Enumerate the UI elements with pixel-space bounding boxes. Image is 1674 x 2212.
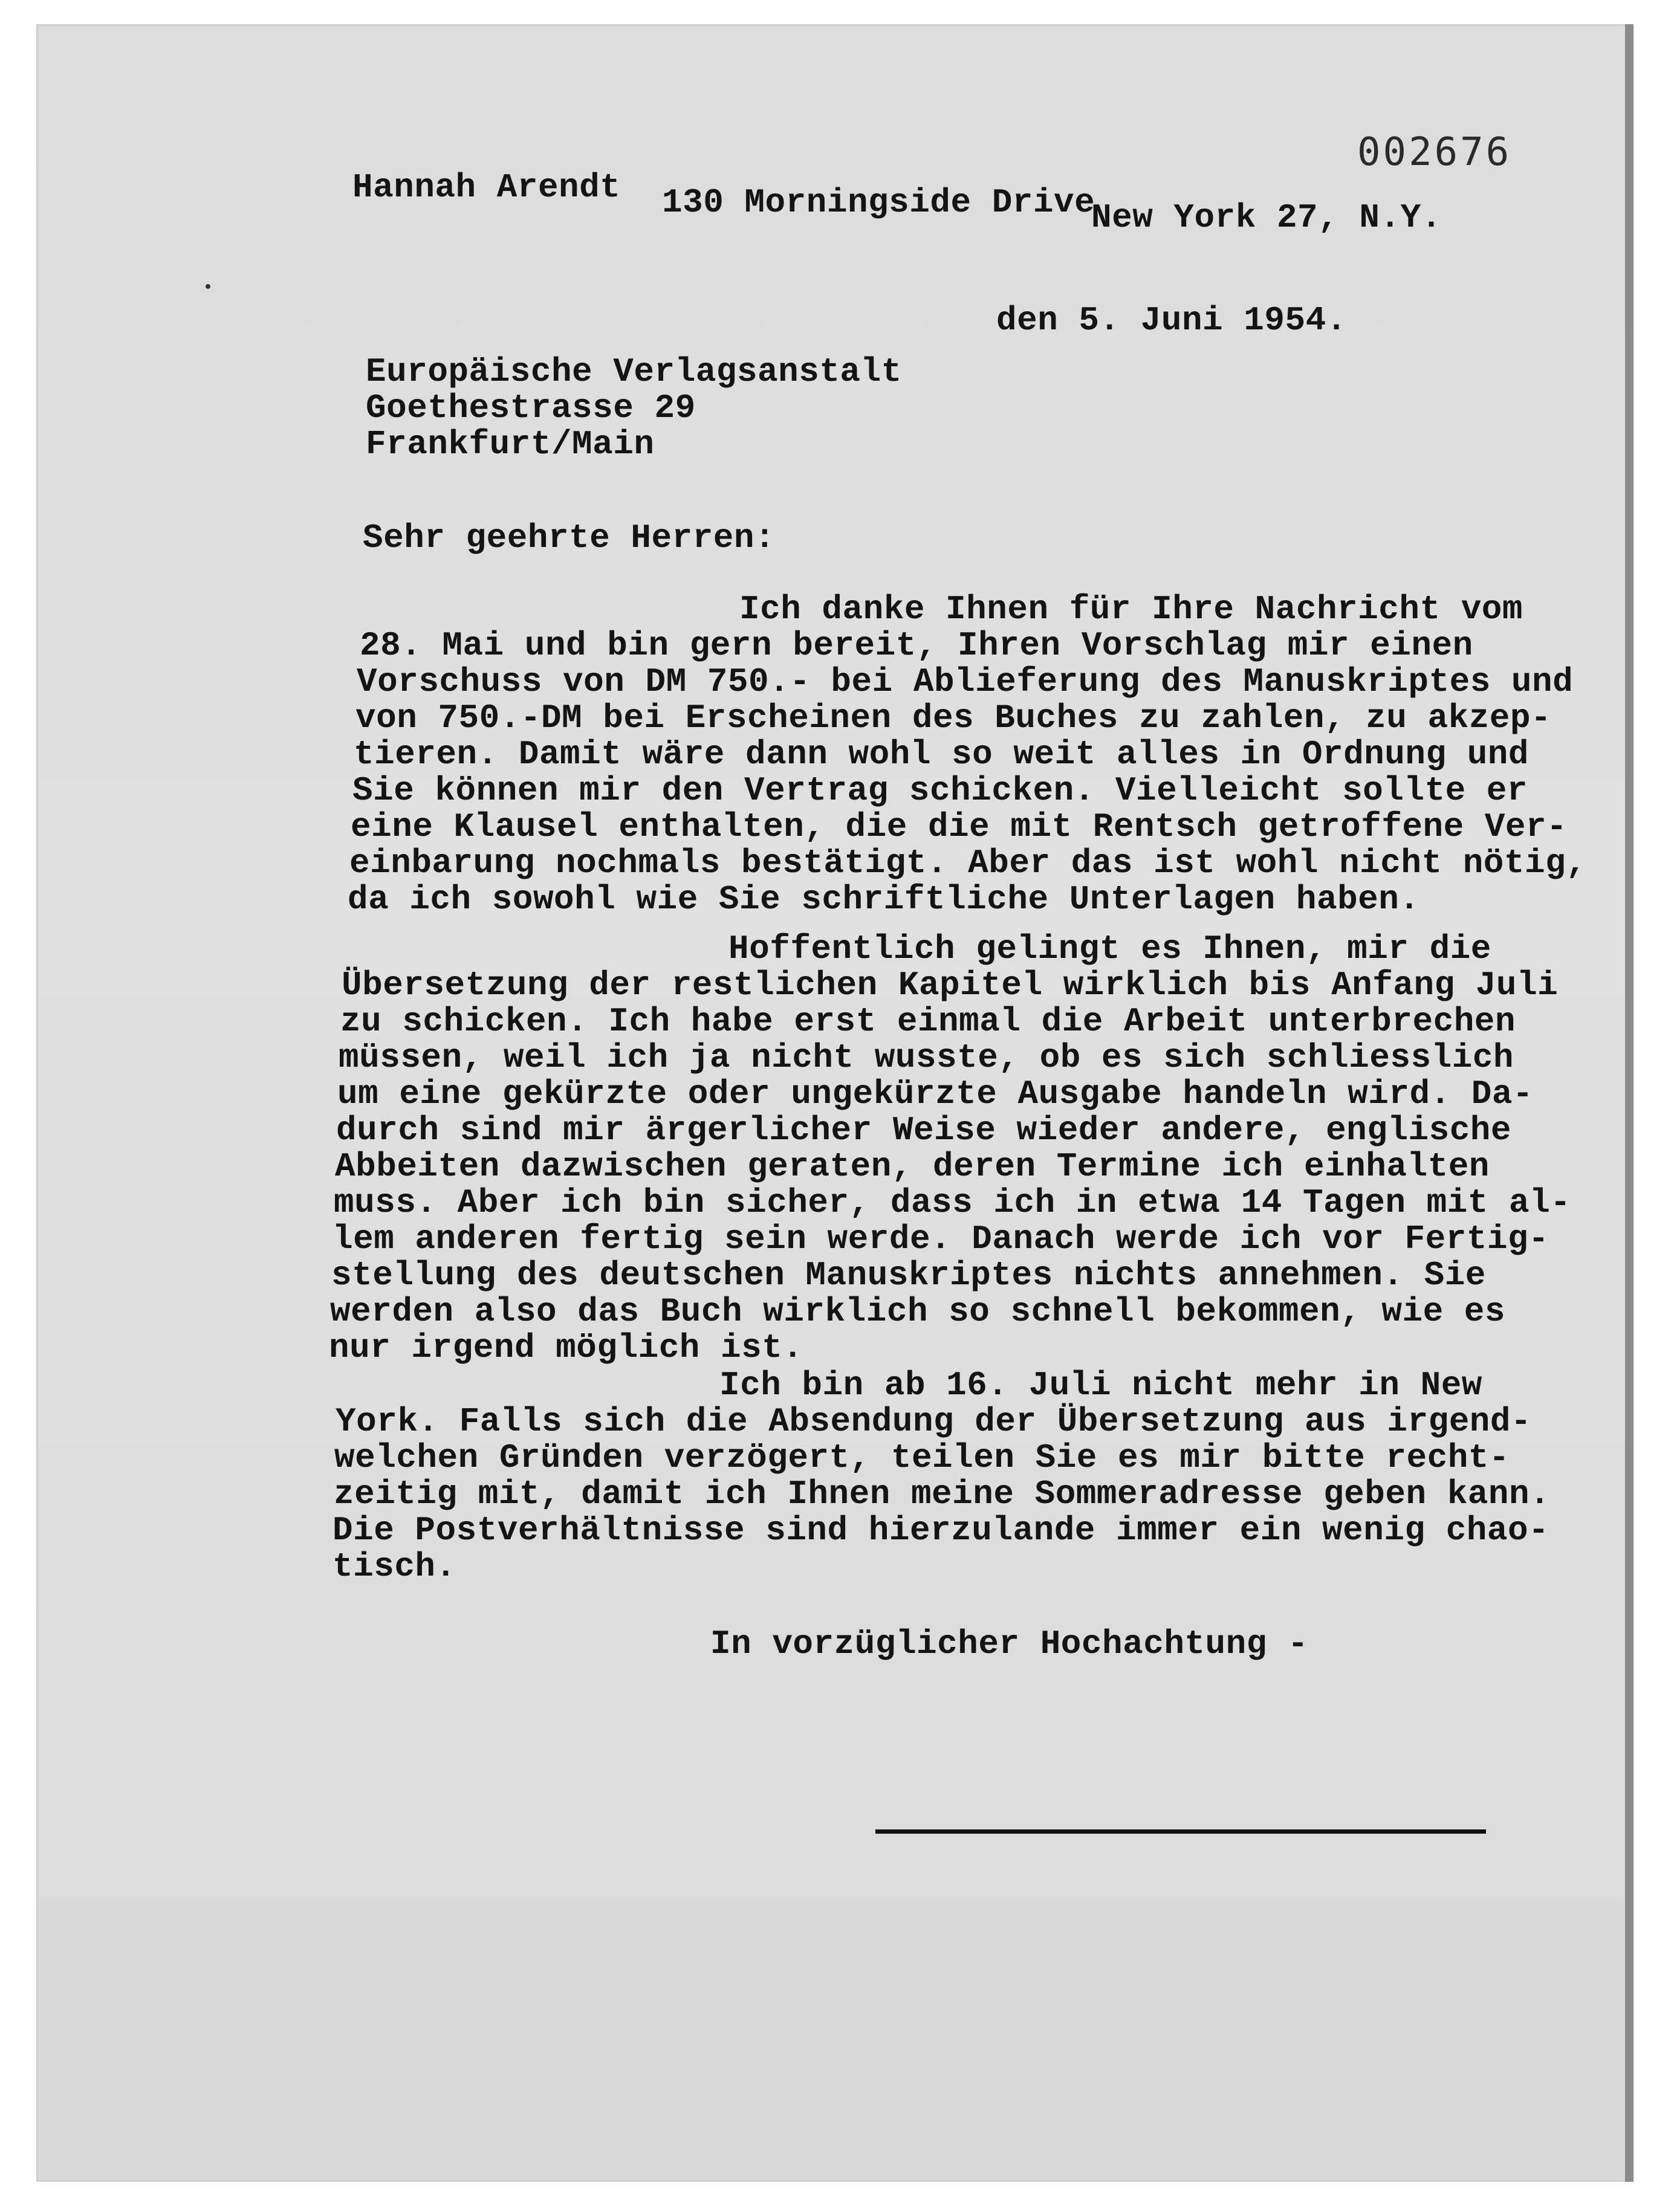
paragraph-line: nur irgend möglich ist. bbox=[329, 1328, 803, 1367]
sheet-edge-shadow bbox=[1625, 24, 1633, 2182]
paragraph-line: um eine gekürzte oder ungekürzte Ausgabe handeln wird. Da- bbox=[337, 1075, 1534, 1113]
paragraph-line: tieren. Damit wäre dann wohl so weit alles in Ordnung und bbox=[354, 735, 1530, 774]
paragraph-line: müssen, weil ich ja nicht wusste, ob es sich schliesslich bbox=[339, 1038, 1514, 1077]
letterhead-street: 130 Morningside Drive bbox=[662, 183, 1095, 222]
paragraph-line: zeitig mit, damit ich Ihnen meine Sommeradresse geben kann. bbox=[334, 1475, 1551, 1513]
letter-date: den 5. Juni 1954. bbox=[996, 301, 1347, 340]
paragraph-line: Vorschuss von DM 750.- bei Ablieferung des Manuskriptes und bbox=[357, 662, 1574, 701]
paragraph-line: welchen Gründen verzögert, teilen Sie es mir bitte recht- bbox=[334, 1438, 1510, 1477]
paragraph-line: Ich bin ab 16. Juli nicht mehr in New bbox=[719, 1366, 1482, 1405]
salutation: Sehr geehrte Herren: bbox=[363, 519, 776, 557]
paragraph-line: einbarung nochmals bestätigt. Aber das ist wohl nicht nötig, bbox=[349, 844, 1587, 882]
letterhead-name: Hannah Arendt bbox=[352, 168, 621, 207]
paragraph-line: muss. Aber ich bin sicher, dass ich in etwa 14 Tagen mit al- bbox=[334, 1183, 1571, 1222]
paragraph-line: Abbeiten dazwischen geraten, deren Termine ich einhalten bbox=[335, 1147, 1490, 1186]
letterhead-city: New York 27, N.Y. bbox=[1091, 198, 1442, 237]
archive-number: 002676 bbox=[1357, 130, 1512, 175]
recipient-line: Europäische Verlagsanstalt bbox=[366, 352, 902, 391]
paragraph-line: tisch. bbox=[333, 1547, 456, 1586]
paragraph-line: York. Falls sich die Absendung der Übersetzung aus irgend- bbox=[336, 1402, 1532, 1441]
paragraph-line: Ich danke Ihnen für Ihre Nachricht vom bbox=[739, 590, 1523, 629]
paragraph-line: Hoffentlich gelingt es Ihnen, mir die bbox=[728, 930, 1491, 968]
signature-line bbox=[875, 1829, 1486, 1834]
recipient-line: Frankfurt/Main bbox=[366, 425, 655, 464]
paragraph-line: Sie können mir den Vertrag schicken. Vielleicht sollte er bbox=[352, 771, 1528, 810]
paragraph-line: 28. Mai und bin gern bereit, Ihren Vorschlag mir einen bbox=[360, 626, 1473, 665]
paragraph-line: zu schicken. Ich habe erst einmal die Arbeit unterbrechen bbox=[340, 1002, 1516, 1041]
paragraph-line: lem anderen fertig sein werde. Danach werde ich vor Fertig- bbox=[333, 1220, 1549, 1258]
paragraph-line: Übersetzung der restlichen Kapitel wirklich bis Anfang Juli bbox=[342, 966, 1559, 1004]
dust-speck bbox=[206, 284, 210, 289]
paragraph-line: da ich sowohl wie Sie schriftliche Unterlagen haben. bbox=[348, 880, 1420, 919]
paragraph-line: stellung des deutschen Manuskriptes nichts annehmen. Sie bbox=[331, 1256, 1486, 1295]
paragraph-line: eine Klausel enthalten, die die mit Rentsch getroffene Ver- bbox=[351, 807, 1568, 846]
paragraph-line: werden also das Buch wirklich so schnell bekommen, wie es bbox=[330, 1292, 1506, 1331]
paragraph-line: Die Postverhältnisse sind hierzulande immer ein wenig chao- bbox=[333, 1511, 1549, 1550]
paragraph-line: durch sind mir ärgerlicher Weise wieder andere, englische bbox=[336, 1111, 1512, 1150]
paragraph-line: von 750.-DM bei Erscheinen des Buches zu zahlen, zu akzep- bbox=[355, 699, 1552, 737]
closing: In vorzüglicher Hochachtung - bbox=[710, 1625, 1309, 1663]
recipient-line: Goethestrasse 29 bbox=[366, 389, 696, 427]
